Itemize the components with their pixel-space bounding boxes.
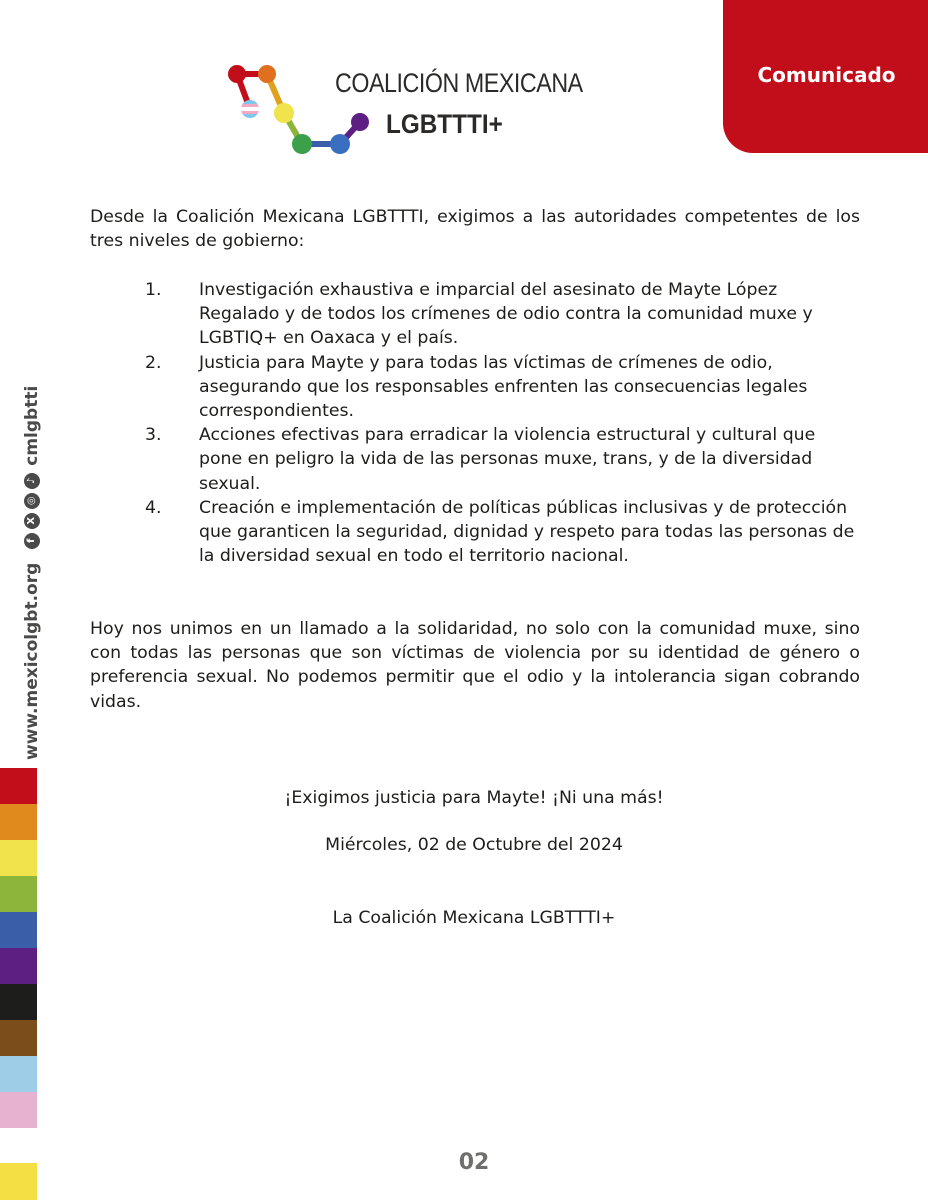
stripe-black — [0, 984, 37, 1020]
logo-title-line1: COALICIÓN MEXICANA — [335, 68, 583, 98]
stripe-purple — [0, 948, 37, 984]
slogan: ¡Exigimos justicia para Mayte! ¡Ni una más! — [284, 788, 664, 808]
badge-label: Comunicado — [757, 62, 896, 87]
list-item-number: 3. — [145, 425, 162, 446]
intro-paragraph: Desde la Coalición Mexicana LGBTTTI, exigimos a las autoridades competentes de los tres niveles de gobierno: — [90, 207, 860, 252]
signature: La Coalición Mexicana LGBTTTI+ — [332, 908, 616, 928]
website-url[interactable]: www.mexicolgbt.org — [22, 562, 42, 760]
logo-title-line2: LGBTTTI+ — [386, 109, 503, 139]
list-item-number: 2. — [145, 352, 162, 373]
stripe-pink — [0, 1092, 37, 1128]
stripe-light-blue — [0, 1056, 37, 1092]
list-item-text: Justicia para Mayte y para todas las víctimas de crímenes de odio, asegurando que los responsables enfrenten las consecuencias legales correspondientes. — [199, 352, 808, 422]
list-item-number: 4. — [145, 497, 162, 518]
list-item — [145, 278, 860, 351]
demands-list — [145, 278, 860, 568]
side-contact-strip — [22, 386, 42, 760]
list-item — [145, 496, 860, 569]
x-icon[interactable]: X — [24, 513, 40, 529]
list-item-text: Investigación exhaustiva e imparcial del asesinato de Mayte López Regalado y de todos los crímenes de odio contra la comunidad muxe y LGBTIQ+ en Oaxaca y el país. — [199, 280, 813, 349]
facebook-icon[interactable]: f — [24, 533, 40, 549]
comunicado-badge — [723, 0, 928, 153]
page-number: 02 — [458, 1150, 490, 1175]
list-item-number: 1. — [145, 280, 162, 300]
list-item-text: Creación e implementación de políticas públicas inclusivas y de protección que garanticen la seguridad, dignidad y respeto para todas las personas de la diversidad sexual en todo el territorio nacional. — [199, 497, 855, 567]
social-handle: cmlgbtti — [22, 385, 42, 466]
instagram-icon[interactable]: ◎ — [24, 493, 40, 509]
closing-paragraph: Hoy nos unimos en un llamado a la solidaridad, no solo con la comunidad muxe, sino con todas las personas que son víctimas de violencia por su identidad de género o preferencia sexual. No podemos permitir que el odio y la intolerancia sigan cobrando vidas. — [90, 619, 860, 712]
tiktok-icon[interactable]: ♪ — [24, 473, 40, 489]
date: Miércoles, 02 de Octubre del 2024 — [325, 835, 623, 855]
stripe-brown — [0, 1020, 37, 1056]
list-item — [145, 351, 860, 424]
list-item — [145, 423, 860, 496]
list-item-text: Acciones efectivas para erradicar la violencia estructural y cultural que pone en peligro la vida de las personas muxe, trans, y de la diversidad sexual. — [199, 425, 816, 494]
